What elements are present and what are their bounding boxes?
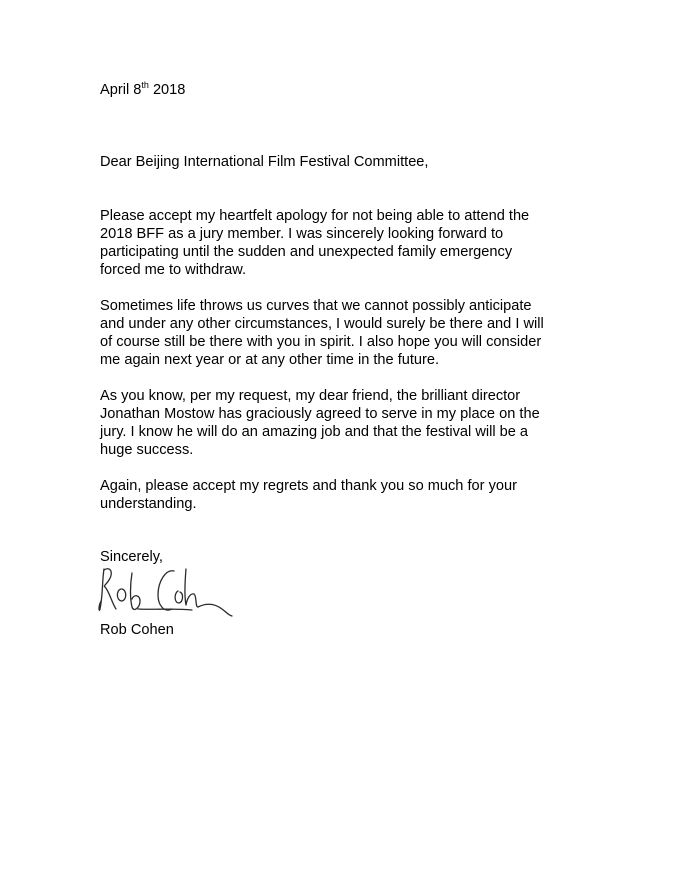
paragraph-2-line-2: and under any other circumstances, I would surely be there and I will xyxy=(100,316,544,332)
handwritten-signature xyxy=(94,563,234,621)
paragraph-2-line-3: of course still be there with you in spirit. I also hope you will consider xyxy=(100,334,542,350)
paragraph-1-line-4: forced me to withdraw. xyxy=(100,262,247,278)
signer-name: Rob Cohen xyxy=(100,622,174,638)
paragraph-3-line-3: jury. I know he will do an amazing job and that the festival will be a xyxy=(100,424,529,440)
paragraph-4-line-2: understanding. xyxy=(100,496,197,512)
paragraph-2-line-4: me again next year or at any other time in the future. xyxy=(100,352,440,368)
paragraph-1-line-1: Please accept my heartfelt apology for not being able to attend the xyxy=(100,208,530,224)
date-ordinal-suffix: th xyxy=(141,80,149,90)
paragraph-4-line-1: Again, please accept my regrets and thank you so much for your xyxy=(100,478,517,494)
letter-date: April 8th 2018 xyxy=(100,80,186,98)
paragraph-3-line-2: Jonathan Mostow has graciously agreed to serve in my place on the xyxy=(100,406,540,422)
paragraph-1-line-3: participating until the sudden and unexpected family emergency xyxy=(100,244,513,260)
paragraph-3-line-4: huge success. xyxy=(100,442,194,458)
paragraph-2-line-1: Sometimes life throws us curves that we cannot possibly anticipate xyxy=(100,298,532,314)
closing: Sincerely, xyxy=(100,549,163,565)
paragraph-1-line-2: 2018 BFF as a jury member. I was sincerely looking forward to xyxy=(100,226,504,242)
paragraph-3-line-1: As you know, per my request, my dear friend, the brilliant director xyxy=(100,388,521,404)
salutation: Dear Beijing International Film Festival Committee, xyxy=(100,154,429,170)
